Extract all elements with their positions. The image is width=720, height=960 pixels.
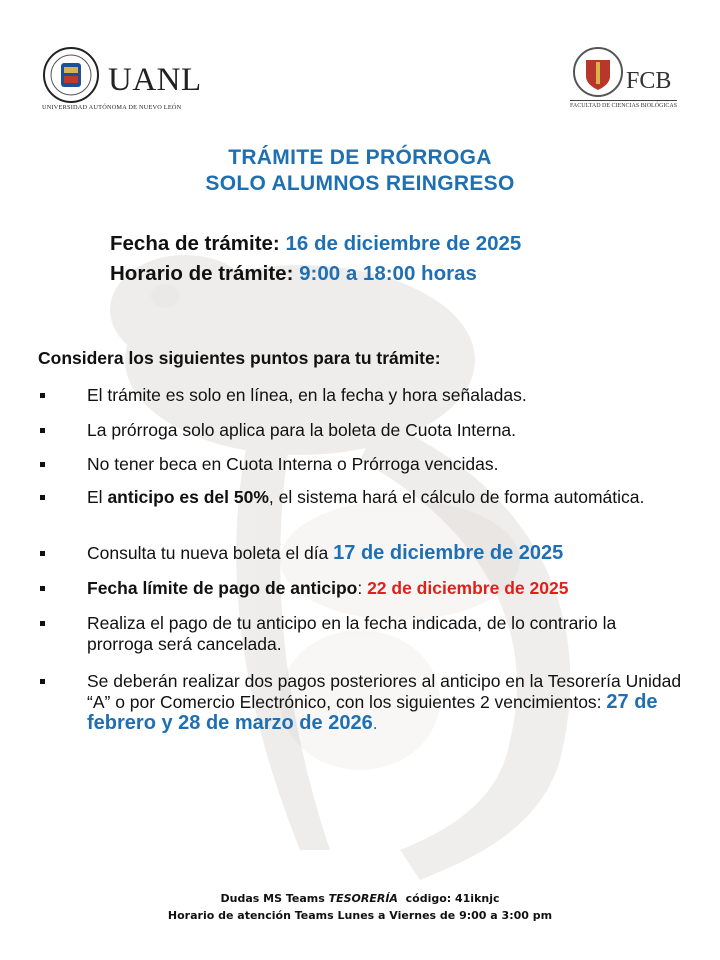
fcb-wordmark: FCB [626,68,672,94]
uanl-wordmark: UANL [108,62,202,98]
uanl-seal-icon [42,46,100,104]
bullet-icon [40,551,45,556]
footer-hours: Horario de atención Teams Lunes a Viernes de 9:00 a 3:00 pm [167,909,553,922]
page-title: TRÁMITE DE PRÓRROGA [228,146,492,169]
time-label: Horario de trámite: [110,262,294,285]
time-value: 9:00 a 18:00 horas [299,262,477,285]
payment-deadline: 22 de diciembre de 2025 [367,578,569,598]
bullet-icon [40,462,45,467]
bullet-icon [40,621,45,626]
bullet-icon [40,586,45,591]
footer-contact: Dudas MS Teams TESORERÍA código: 41iknjc [220,892,500,905]
procedure-date [110,232,521,256]
points-intro: Considera los siguientes puntos para tu trámite: [38,348,441,368]
due-dates: 27 de febrero y 28 de marzo de 2026 [87,691,658,734]
uanl-logo [40,44,240,116]
bullet-icon [40,428,45,433]
fcb-subtitle: FACULTAD DE CIENCIAS BIOLÓGICAS [570,100,677,109]
bullet-icon [40,393,45,398]
new-boleta-date: 17 de diciembre de 2025 [333,542,564,564]
advance-percentage: anticipo es del 50% [107,487,269,507]
bullet-icon [40,495,45,500]
date-value: 16 de diciembre de 2025 [285,232,522,255]
page-subtitle: SOLO ALUMNOS REINGRESO [205,172,515,195]
fcb-logo [568,46,698,112]
bullet-icon [40,679,45,684]
procedure-time [110,262,477,286]
date-label: Fecha de trámite: [110,232,280,255]
fcb-seal-icon [572,46,624,98]
uanl-subtitle: UNIVERSIDAD AUTÓNOMA DE NUEVO LEÓN [42,104,182,111]
